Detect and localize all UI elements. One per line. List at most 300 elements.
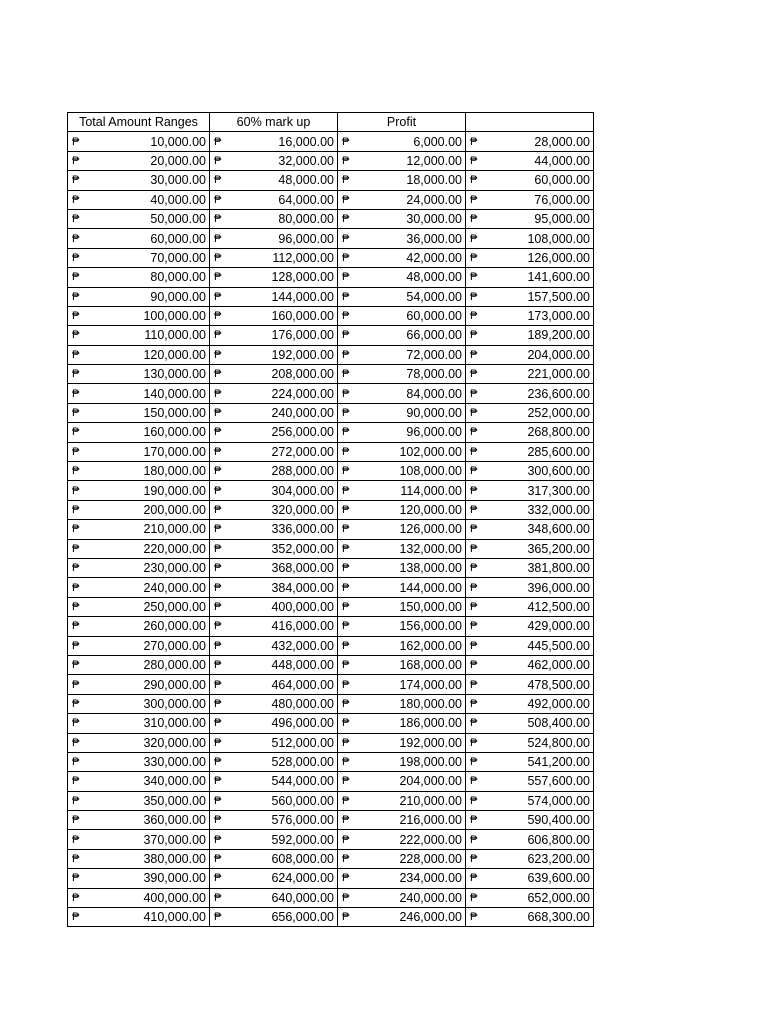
cell-total-amount [68, 268, 210, 287]
cell-value: 108,000.00 [527, 231, 590, 246]
cell-total-amount [68, 539, 210, 558]
cell-value: 246,000.00 [399, 910, 462, 925]
cell-value: 445,500.00 [527, 638, 590, 653]
cell-value: 260,000.00 [143, 619, 206, 634]
cell-total-amount [68, 617, 210, 636]
currency-symbol: ₱ [72, 426, 80, 439]
currency-symbol: ₱ [342, 697, 350, 710]
cell-extra [466, 636, 594, 655]
currency-symbol: ₱ [72, 600, 80, 613]
table-row [68, 811, 594, 830]
cell-markup [210, 733, 338, 752]
table-row [68, 481, 594, 500]
cell-value: 10,000.00 [150, 134, 206, 149]
table-row [68, 229, 594, 248]
cell-markup [210, 462, 338, 481]
currency-symbol: ₱ [72, 387, 80, 400]
currency-symbol: ₱ [214, 387, 222, 400]
currency-symbol: ₱ [470, 484, 478, 497]
currency-symbol: ₱ [72, 833, 80, 846]
cell-extra [466, 132, 594, 151]
cell-value: 224,000.00 [271, 386, 334, 401]
cell-value: 130,000.00 [143, 367, 206, 382]
cell-value: 590,400.00 [527, 813, 590, 828]
cell-value: 30,000.00 [150, 173, 206, 188]
currency-symbol: ₱ [72, 445, 80, 458]
cell-extra [466, 306, 594, 325]
cell-total-amount [68, 908, 210, 927]
currency-symbol: ₱ [214, 639, 222, 652]
cell-total-amount [68, 811, 210, 830]
table-row [68, 655, 594, 674]
cell-value: 448,000.00 [271, 658, 334, 673]
currency-symbol: ₱ [470, 659, 478, 672]
cell-markup [210, 888, 338, 907]
currency-symbol: ₱ [214, 426, 222, 439]
cell-extra [466, 171, 594, 190]
cell-extra [466, 733, 594, 752]
cell-extra [466, 597, 594, 616]
cell-total-amount [68, 287, 210, 306]
cell-value: 96,000.00 [278, 231, 334, 246]
cell-profit [338, 287, 466, 306]
cell-extra [466, 888, 594, 907]
cell-value: 204,000.00 [527, 347, 590, 362]
currency-symbol: ₱ [342, 853, 350, 866]
cell-value: 64,000.00 [278, 192, 334, 207]
currency-symbol: ₱ [470, 135, 478, 148]
cell-value: 348,600.00 [527, 522, 590, 537]
table-row [68, 248, 594, 267]
cell-markup [210, 423, 338, 442]
cell-value: 236,600.00 [527, 386, 590, 401]
currency-symbol: ₱ [470, 717, 478, 730]
cell-value: 100,000.00 [143, 309, 206, 324]
cell-markup [210, 811, 338, 830]
cell-value: 222,000.00 [399, 832, 462, 847]
cell-extra [466, 500, 594, 519]
table-row [68, 345, 594, 364]
cell-total-amount [68, 500, 210, 519]
currency-symbol: ₱ [470, 678, 478, 691]
cell-markup [210, 403, 338, 422]
cell-value: 90,000.00 [150, 289, 206, 304]
currency-symbol: ₱ [72, 154, 80, 167]
cell-value: 66,000.00 [406, 328, 462, 343]
table-row [68, 675, 594, 694]
cell-value: 186,000.00 [399, 716, 462, 731]
cell-value: 368,000.00 [271, 561, 334, 576]
cell-value: 72,000.00 [406, 347, 462, 362]
cell-profit [338, 520, 466, 539]
cell-extra [466, 849, 594, 868]
cell-value: 320,000.00 [143, 735, 206, 750]
cell-markup [210, 539, 338, 558]
currency-symbol: ₱ [342, 135, 350, 148]
currency-symbol: ₱ [470, 426, 478, 439]
table-row [68, 869, 594, 888]
currency-symbol: ₱ [342, 348, 350, 361]
cell-total-amount [68, 209, 210, 228]
cell-value: 608,000.00 [271, 852, 334, 867]
currency-symbol: ₱ [342, 717, 350, 730]
cell-profit [338, 733, 466, 752]
cell-profit [338, 655, 466, 674]
cell-profit [338, 248, 466, 267]
cell-profit [338, 908, 466, 927]
cell-value: 640,000.00 [271, 890, 334, 905]
currency-symbol: ₱ [72, 193, 80, 206]
currency-symbol: ₱ [342, 542, 350, 555]
cell-profit [338, 888, 466, 907]
currency-symbol: ₱ [72, 174, 80, 187]
cell-extra [466, 752, 594, 771]
table-row [68, 306, 594, 325]
cell-markup [210, 597, 338, 616]
table-row [68, 442, 594, 461]
header-unlabeled [466, 113, 594, 132]
cell-profit [338, 306, 466, 325]
currency-symbol: ₱ [470, 407, 478, 420]
cell-value: 290,000.00 [143, 677, 206, 692]
cell-value: 80,000.00 [150, 270, 206, 285]
currency-symbol: ₱ [214, 659, 222, 672]
cell-markup [210, 248, 338, 267]
currency-symbol: ₱ [342, 581, 350, 594]
currency-symbol: ₱ [214, 833, 222, 846]
cell-value: 60,000.00 [406, 309, 462, 324]
header-total-amount-ranges: Total Amount Ranges [68, 113, 210, 132]
cell-extra [466, 830, 594, 849]
cell-value: 6,000.00 [413, 134, 462, 149]
table-body [68, 132, 594, 927]
cell-value: 50,000.00 [150, 212, 206, 227]
currency-symbol: ₱ [214, 329, 222, 342]
table-row [68, 520, 594, 539]
cell-markup [210, 714, 338, 733]
cell-profit [338, 423, 466, 442]
cell-profit [338, 190, 466, 209]
currency-symbol: ₱ [72, 775, 80, 788]
cell-value: 173,000.00 [527, 309, 590, 324]
table-row [68, 733, 594, 752]
table-row [68, 714, 594, 733]
currency-symbol: ₱ [470, 872, 478, 885]
cell-profit [338, 345, 466, 364]
currency-symbol: ₱ [470, 504, 478, 516]
table-row [68, 132, 594, 151]
currency-symbol: ₱ [214, 562, 222, 575]
currency-symbol: ₱ [470, 445, 478, 458]
cell-value: 95,000.00 [534, 212, 590, 227]
currency-symbol: ₱ [342, 426, 350, 439]
currency-symbol: ₱ [470, 620, 478, 633]
cell-value: 176,000.00 [271, 328, 334, 343]
cell-value: 574,000.00 [527, 793, 590, 808]
cell-value: 528,000.00 [271, 755, 334, 770]
currency-symbol: ₱ [214, 756, 222, 769]
cell-total-amount [68, 423, 210, 442]
currency-symbol: ₱ [72, 348, 80, 361]
currency-symbol: ₱ [342, 562, 350, 575]
currency-symbol: ₱ [72, 659, 80, 672]
cell-value: 524,800.00 [527, 735, 590, 750]
currency-symbol: ₱ [214, 678, 222, 691]
cell-total-amount [68, 481, 210, 500]
currency-symbol: ₱ [214, 407, 222, 420]
cell-value: 114,000.00 [400, 483, 462, 498]
currency-symbol: ₱ [72, 639, 80, 652]
currency-symbol: ₱ [214, 620, 222, 633]
cell-value: 250,000.00 [143, 599, 206, 614]
currency-symbol: ₱ [72, 620, 80, 633]
currency-symbol: ₱ [470, 232, 478, 245]
cell-value: 170,000.00 [143, 444, 206, 459]
cell-value: 198,000.00 [399, 755, 462, 770]
currency-symbol: ₱ [470, 251, 478, 264]
cell-markup [210, 655, 338, 674]
table-row [68, 752, 594, 771]
cell-profit [338, 830, 466, 849]
currency-symbol: ₱ [214, 736, 222, 749]
cell-profit [338, 403, 466, 422]
cell-profit [338, 539, 466, 558]
cell-extra [466, 384, 594, 403]
cell-extra [466, 209, 594, 228]
currency-symbol: ₱ [214, 814, 222, 827]
currency-symbol: ₱ [72, 484, 80, 497]
currency-symbol: ₱ [470, 154, 478, 167]
currency-symbol: ₱ [214, 271, 222, 284]
cell-profit [338, 132, 466, 151]
cell-profit [338, 462, 466, 481]
table-row [68, 888, 594, 907]
cell-extra [466, 345, 594, 364]
cell-markup [210, 287, 338, 306]
currency-symbol: ₱ [342, 794, 350, 807]
currency-symbol: ₱ [470, 756, 478, 769]
cell-value: 60,000.00 [534, 173, 590, 188]
currency-symbol: ₱ [72, 542, 80, 555]
cell-value: 240,000.00 [143, 580, 206, 595]
currency-symbol: ₱ [342, 368, 350, 381]
cell-profit [338, 578, 466, 597]
currency-symbol: ₱ [470, 600, 478, 613]
cell-markup [210, 365, 338, 384]
cell-value: 150,000.00 [399, 599, 462, 614]
cell-profit [338, 849, 466, 868]
table-row [68, 849, 594, 868]
cell-value: 30,000.00 [406, 212, 462, 227]
currency-symbol: ₱ [214, 174, 222, 187]
cell-value: 336,000.00 [271, 522, 334, 537]
currency-symbol: ₱ [342, 833, 350, 846]
cell-value: 230,000.00 [143, 561, 206, 576]
currency-symbol: ₱ [72, 135, 80, 148]
cell-profit [338, 597, 466, 616]
cell-extra [466, 462, 594, 481]
cell-total-amount [68, 442, 210, 461]
currency-symbol: ₱ [214, 193, 222, 206]
cell-profit [338, 500, 466, 519]
cell-markup [210, 190, 338, 209]
cell-profit [338, 869, 466, 888]
currency-symbol: ₱ [214, 251, 222, 264]
cell-extra [466, 558, 594, 577]
cell-value: 40,000.00 [150, 192, 206, 207]
cell-value: 144,000.00 [399, 580, 462, 595]
cell-value: 174,000.00 [399, 677, 462, 692]
cell-extra [466, 423, 594, 442]
currency-symbol: ₱ [470, 581, 478, 594]
cell-profit [338, 636, 466, 655]
cell-value: 126,000.00 [527, 250, 590, 265]
currency-symbol: ₱ [342, 251, 350, 264]
cell-value: 352,000.00 [271, 541, 334, 556]
cell-value: 464,000.00 [271, 677, 334, 692]
cell-markup [210, 345, 338, 364]
currency-symbol: ₱ [214, 775, 222, 788]
currency-symbol: ₱ [342, 620, 350, 633]
cell-markup [210, 306, 338, 325]
cell-markup [210, 229, 338, 248]
cell-extra [466, 617, 594, 636]
cell-value: 656,000.00 [271, 910, 334, 925]
currency-symbol: ₱ [470, 523, 478, 536]
cell-total-amount [68, 675, 210, 694]
currency-symbol: ₱ [342, 678, 350, 691]
cell-value: 270,000.00 [143, 638, 206, 653]
cell-extra [466, 190, 594, 209]
cell-value: 120,000.00 [399, 503, 462, 517]
cell-extra [466, 675, 594, 694]
cell-total-amount [68, 869, 210, 888]
cell-value: 168,000.00 [399, 658, 462, 673]
cell-extra [466, 326, 594, 345]
currency-symbol: ₱ [342, 736, 350, 749]
cell-value: 560,000.00 [271, 793, 334, 808]
cell-profit [338, 442, 466, 461]
table-row [68, 500, 594, 519]
pricing-table [67, 112, 594, 927]
cell-value: 480,000.00 [271, 696, 334, 711]
cell-value: 90,000.00 [406, 406, 462, 421]
cell-profit [338, 268, 466, 287]
cell-value: 150,000.00 [143, 406, 206, 421]
cell-total-amount [68, 306, 210, 325]
cell-markup [210, 849, 338, 868]
currency-symbol: ₱ [470, 329, 478, 342]
currency-symbol: ₱ [214, 213, 222, 226]
currency-symbol: ₱ [470, 814, 478, 827]
currency-symbol: ₱ [214, 290, 222, 303]
table-row [68, 597, 594, 616]
cell-total-amount [68, 248, 210, 267]
cell-value: 32,000.00 [278, 153, 334, 168]
currency-symbol: ₱ [72, 794, 80, 807]
currency-symbol: ₱ [470, 387, 478, 400]
table-row [68, 384, 594, 403]
cell-value: 310,000.00 [143, 716, 206, 731]
cell-value: 340,000.00 [143, 774, 206, 789]
cell-value: 96,000.00 [406, 425, 462, 440]
cell-total-amount [68, 558, 210, 577]
currency-symbol: ₱ [72, 329, 80, 342]
cell-value: 496,000.00 [271, 716, 334, 731]
cell-value: 320,000.00 [271, 503, 334, 517]
cell-value: 400,000.00 [271, 599, 334, 614]
table-row [68, 558, 594, 577]
cell-markup [210, 694, 338, 713]
currency-symbol: ₱ [72, 853, 80, 866]
cell-value: 624,000.00 [271, 871, 334, 886]
cell-value: 544,000.00 [271, 774, 334, 789]
currency-symbol: ₱ [470, 639, 478, 652]
cell-profit [338, 151, 466, 170]
header-markup: 60% mark up [210, 113, 338, 132]
currency-symbol: ₱ [72, 814, 80, 827]
cell-value: 478,500.00 [527, 677, 590, 692]
currency-symbol: ₱ [72, 717, 80, 730]
currency-symbol: ₱ [214, 465, 222, 478]
cell-total-amount [68, 830, 210, 849]
cell-profit [338, 558, 466, 577]
cell-value: 48,000.00 [406, 270, 462, 285]
cell-profit [338, 617, 466, 636]
table-row [68, 908, 594, 927]
cell-value: 360,000.00 [143, 813, 206, 828]
cell-value: 304,000.00 [271, 483, 334, 498]
cell-profit [338, 481, 466, 500]
cell-value: 300,000.00 [143, 696, 206, 711]
cell-profit [338, 209, 466, 228]
currency-symbol: ₱ [214, 232, 222, 245]
cell-value: 70,000.00 [150, 250, 206, 265]
cell-extra [466, 151, 594, 170]
table-row [68, 578, 594, 597]
header-row [68, 113, 594, 132]
currency-symbol: ₱ [342, 814, 350, 827]
currency-symbol: ₱ [470, 697, 478, 710]
currency-symbol: ₱ [72, 407, 80, 420]
currency-symbol: ₱ [72, 368, 80, 381]
cell-value: 606,800.00 [527, 832, 590, 847]
cell-value: 317,300.00 [527, 483, 590, 498]
cell-value: 384,000.00 [271, 580, 334, 595]
cell-markup [210, 520, 338, 539]
currency-symbol: ₱ [342, 445, 350, 458]
cell-value: 128,000.00 [271, 270, 334, 285]
cell-total-amount [68, 462, 210, 481]
cell-extra [466, 655, 594, 674]
table-row [68, 190, 594, 209]
cell-value: 126,000.00 [399, 522, 462, 537]
currency-symbol: ₱ [72, 290, 80, 303]
cell-value: 48,000.00 [278, 173, 334, 188]
cell-value: 210,000.00 [143, 522, 206, 537]
cell-total-amount [68, 326, 210, 345]
cell-value: 208,000.00 [271, 367, 334, 382]
cell-value: 144,000.00 [271, 289, 334, 304]
cell-value: 623,200.00 [527, 852, 590, 867]
cell-value: 54,000.00 [406, 289, 462, 304]
currency-symbol: ₱ [72, 891, 80, 904]
cell-value: 228,000.00 [399, 852, 462, 867]
cell-value: 390,000.00 [143, 871, 206, 886]
cell-value: 157,500.00 [527, 289, 590, 304]
cell-value: 492,000.00 [527, 696, 590, 711]
table-row [68, 423, 594, 442]
